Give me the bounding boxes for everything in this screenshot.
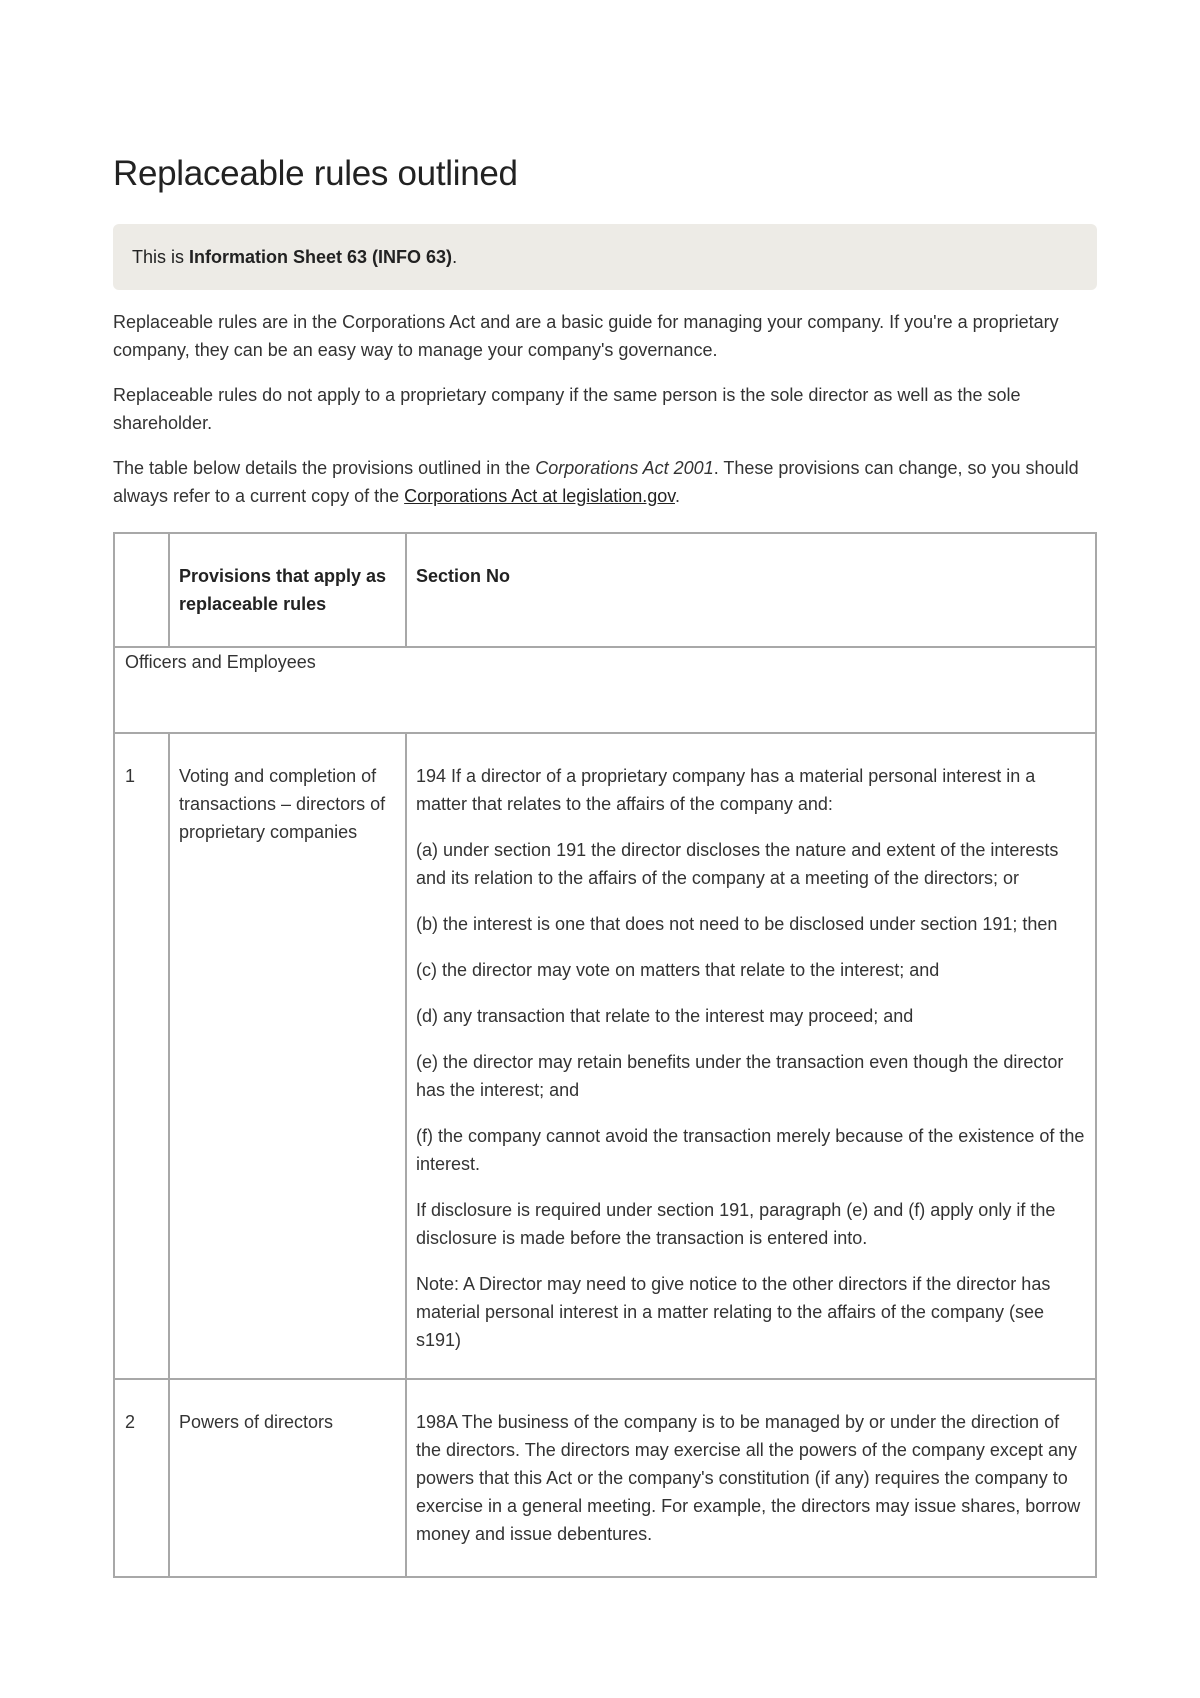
row-provision: Voting and completion of transactions – directors of proprietary companies [169,733,406,1379]
row-number: 1 [114,733,169,1379]
document-page [113,150,1097,1578]
table-header-row [114,533,1096,647]
section-paragraph: If disclosure is required under section 191, paragraph (e) and (f) apply only if the disclosure is made before the transaction is entered into. [416,1200,1056,1248]
table-intro-paragraph: The table below details the provisions outlined in the Corporations Act 2001. These provisions can change, so you should always refer to a current copy of the Corporations Act at legislation.gov. [113,458,1079,506]
section-paragraph: (a) under section 191 the director discloses the nature and extent of the interests and its relation to the affairs of the company at a meeting of the directors; or [416,840,1059,888]
section-paragraph: 198A The business of the company is to be managed by or under the direction of the directors. The directors may exercise all the powers of the company except any powers that this Act or the company's constitution (if any) requires the company to exercise in a general meeting. For example, the directors may issue shares, borrow money and issue debentures. [416,1412,1081,1544]
section-paragraph: 194 If a director of a proprietary company has a material personal interest in a matter that relates to the affairs of the company and: [416,766,1036,814]
legislation-link[interactable]: Corporations Act at legislation.gov [404,486,675,506]
act-name: Corporations Act 2001 [535,458,714,478]
page-title: Replaceable rules outlined [113,154,518,193]
table-row [114,1379,1096,1577]
header-provisions: Provisions that apply as replaceable rules [169,533,406,647]
table-row [114,733,1096,1379]
row-section-text [406,1379,1096,1577]
table-section-row [114,647,1096,733]
exception-paragraph: Replaceable rules do not apply to a proprietary company if the same person is the sole director as well as the sole shareholder. [113,385,1021,433]
section-paragraph: (f) the company cannot avoid the transaction merely because of the existence of the interest. [416,1126,1085,1174]
intro-paragraph: Replaceable rules are in the Corporations Act and are a basic guide for managing your company. If you're a proprietary company, they can be an easy way to manage your company's governance. [113,312,1059,360]
section-paragraph: Note: A Director may need to give notice to the other directors if the director has material personal interest in a matter relating to the affairs of the company (see s191) [416,1274,1051,1350]
header-section-no: Section No [406,533,1096,647]
row-provision: Powers of directors [169,1379,406,1577]
section-heading-officers: Officers and Employees [114,647,1096,733]
row-number: 2 [114,1379,169,1577]
replaceable-rules-table [113,532,1097,1578]
info-sheet-callout [113,224,1097,290]
section-paragraph: (e) the director may retain benefits under the transaction even though the director has the interest; and [416,1052,1064,1100]
info-sheet-text: This is Information Sheet 63 (INFO 63). [132,246,458,267]
section-paragraph: (d) any transaction that relate to the interest may proceed; and [416,1006,914,1026]
section-paragraph: (c) the director may vote on matters that relate to the interest; and [416,960,940,980]
header-number [114,533,169,647]
section-paragraph: (b) the interest is one that does not need to be disclosed under section 191; then [416,914,1058,934]
info-sheet-id: Information Sheet 63 (INFO 63) [189,246,453,267]
row-section-text [406,733,1096,1379]
